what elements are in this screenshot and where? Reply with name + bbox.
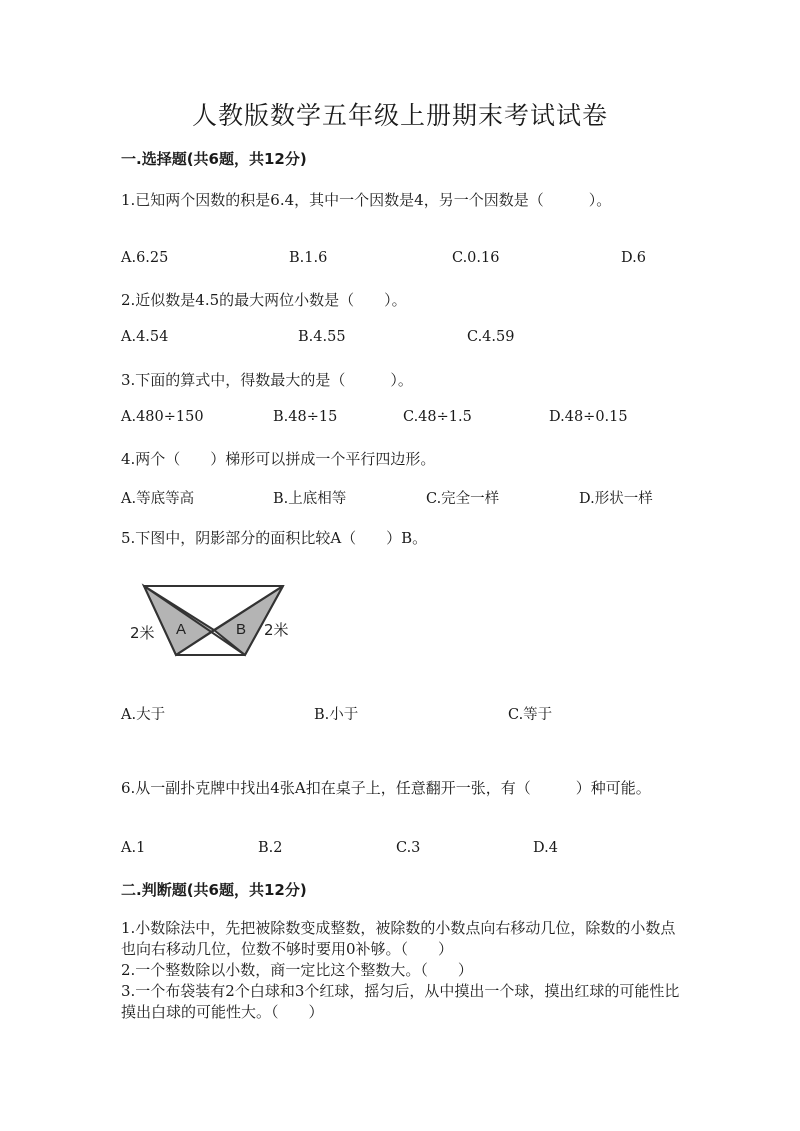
- q2-option-a[interactable]: A.4.54: [121, 329, 169, 345]
- q6-option-c[interactable]: C.3: [396, 840, 421, 856]
- q3-option-d[interactable]: D.48÷0.15: [549, 409, 628, 425]
- q2-option-c[interactable]: C.4.59: [467, 329, 515, 345]
- judgment-item-3: 3.一个布袋装有2个白球和3个红球，摇匀后，从中摸出一个球，摸出红球的可能性比摸出白球的可能性大。（ ）: [121, 982, 680, 1021]
- left-measure: 2米: [130, 624, 155, 642]
- q4-option-d[interactable]: D.形状一样: [579, 491, 653, 507]
- page-title: 人教版数学五年级上册期末考试试卷: [191, 101, 608, 130]
- question-6: 6.从一副扑克牌中找出4张A扣在桌子上，任意翻开一张，有（ ）种可能。: [121, 779, 651, 797]
- q5-option-c[interactable]: C.等于: [508, 707, 553, 723]
- q6-option-d[interactable]: D.4: [533, 840, 558, 856]
- q4-option-b[interactable]: B.上底相等: [273, 491, 347, 507]
- q5-option-a[interactable]: A.大于: [121, 707, 166, 723]
- q1-option-a[interactable]: A.6.25: [121, 250, 169, 266]
- question-3: 3.下面的算式中，得数最大的是（ ）。: [121, 371, 413, 389]
- section-heading-multiple-choice: 一.选择题(共6题，共12分): [121, 150, 307, 168]
- q4-option-a[interactable]: A.等底等高: [121, 491, 195, 507]
- question-2: 2.近似数是4.5的最大两位小数是（ ）。: [121, 291, 407, 309]
- trapezoid-figure: [128, 578, 308, 662]
- q6-option-b[interactable]: B.2: [258, 840, 283, 856]
- q3-option-b[interactable]: B.48÷15: [273, 409, 338, 425]
- label-b: B: [236, 621, 247, 638]
- question-4: 4.两个（ ）梯形可以拼成一个平行四边形。: [121, 450, 436, 468]
- q3-option-a[interactable]: A.480÷150: [121, 409, 204, 425]
- q3-option-c[interactable]: C.48÷1.5: [403, 409, 472, 425]
- question-1: 1.已知两个因数的积是6.4，其中一个因数是4，另一个因数是（ ）。: [121, 191, 612, 209]
- label-a: A: [176, 621, 187, 638]
- q1-option-d[interactable]: D.6: [621, 250, 646, 266]
- q5-option-b[interactable]: B.小于: [314, 707, 359, 723]
- judgment-item-1: 1.小数除法中，先把被除数变成整数，被除数的小数点向右移动几位，除数的小数点也向右移动几位，位数不够时要用0补够。（ ）: [121, 919, 676, 958]
- judgment-item-2: 2.一个整数除以小数，商一定比这个整数大。（ ）: [121, 961, 473, 979]
- question-5: 5.下图中，阴影部分的面积比较A（ ）B。: [121, 529, 428, 547]
- q6-option-a[interactable]: A.1: [121, 840, 146, 856]
- q1-option-c[interactable]: C.0.16: [452, 250, 500, 266]
- q1-option-b[interactable]: B.1.6: [289, 250, 328, 266]
- q4-option-c[interactable]: C.完全一样: [426, 491, 500, 507]
- q2-option-b[interactable]: B.4.55: [298, 329, 346, 345]
- section-heading-true-false: 二.判断题(共6题，共12分): [121, 881, 307, 899]
- right-measure: 2米: [264, 621, 289, 639]
